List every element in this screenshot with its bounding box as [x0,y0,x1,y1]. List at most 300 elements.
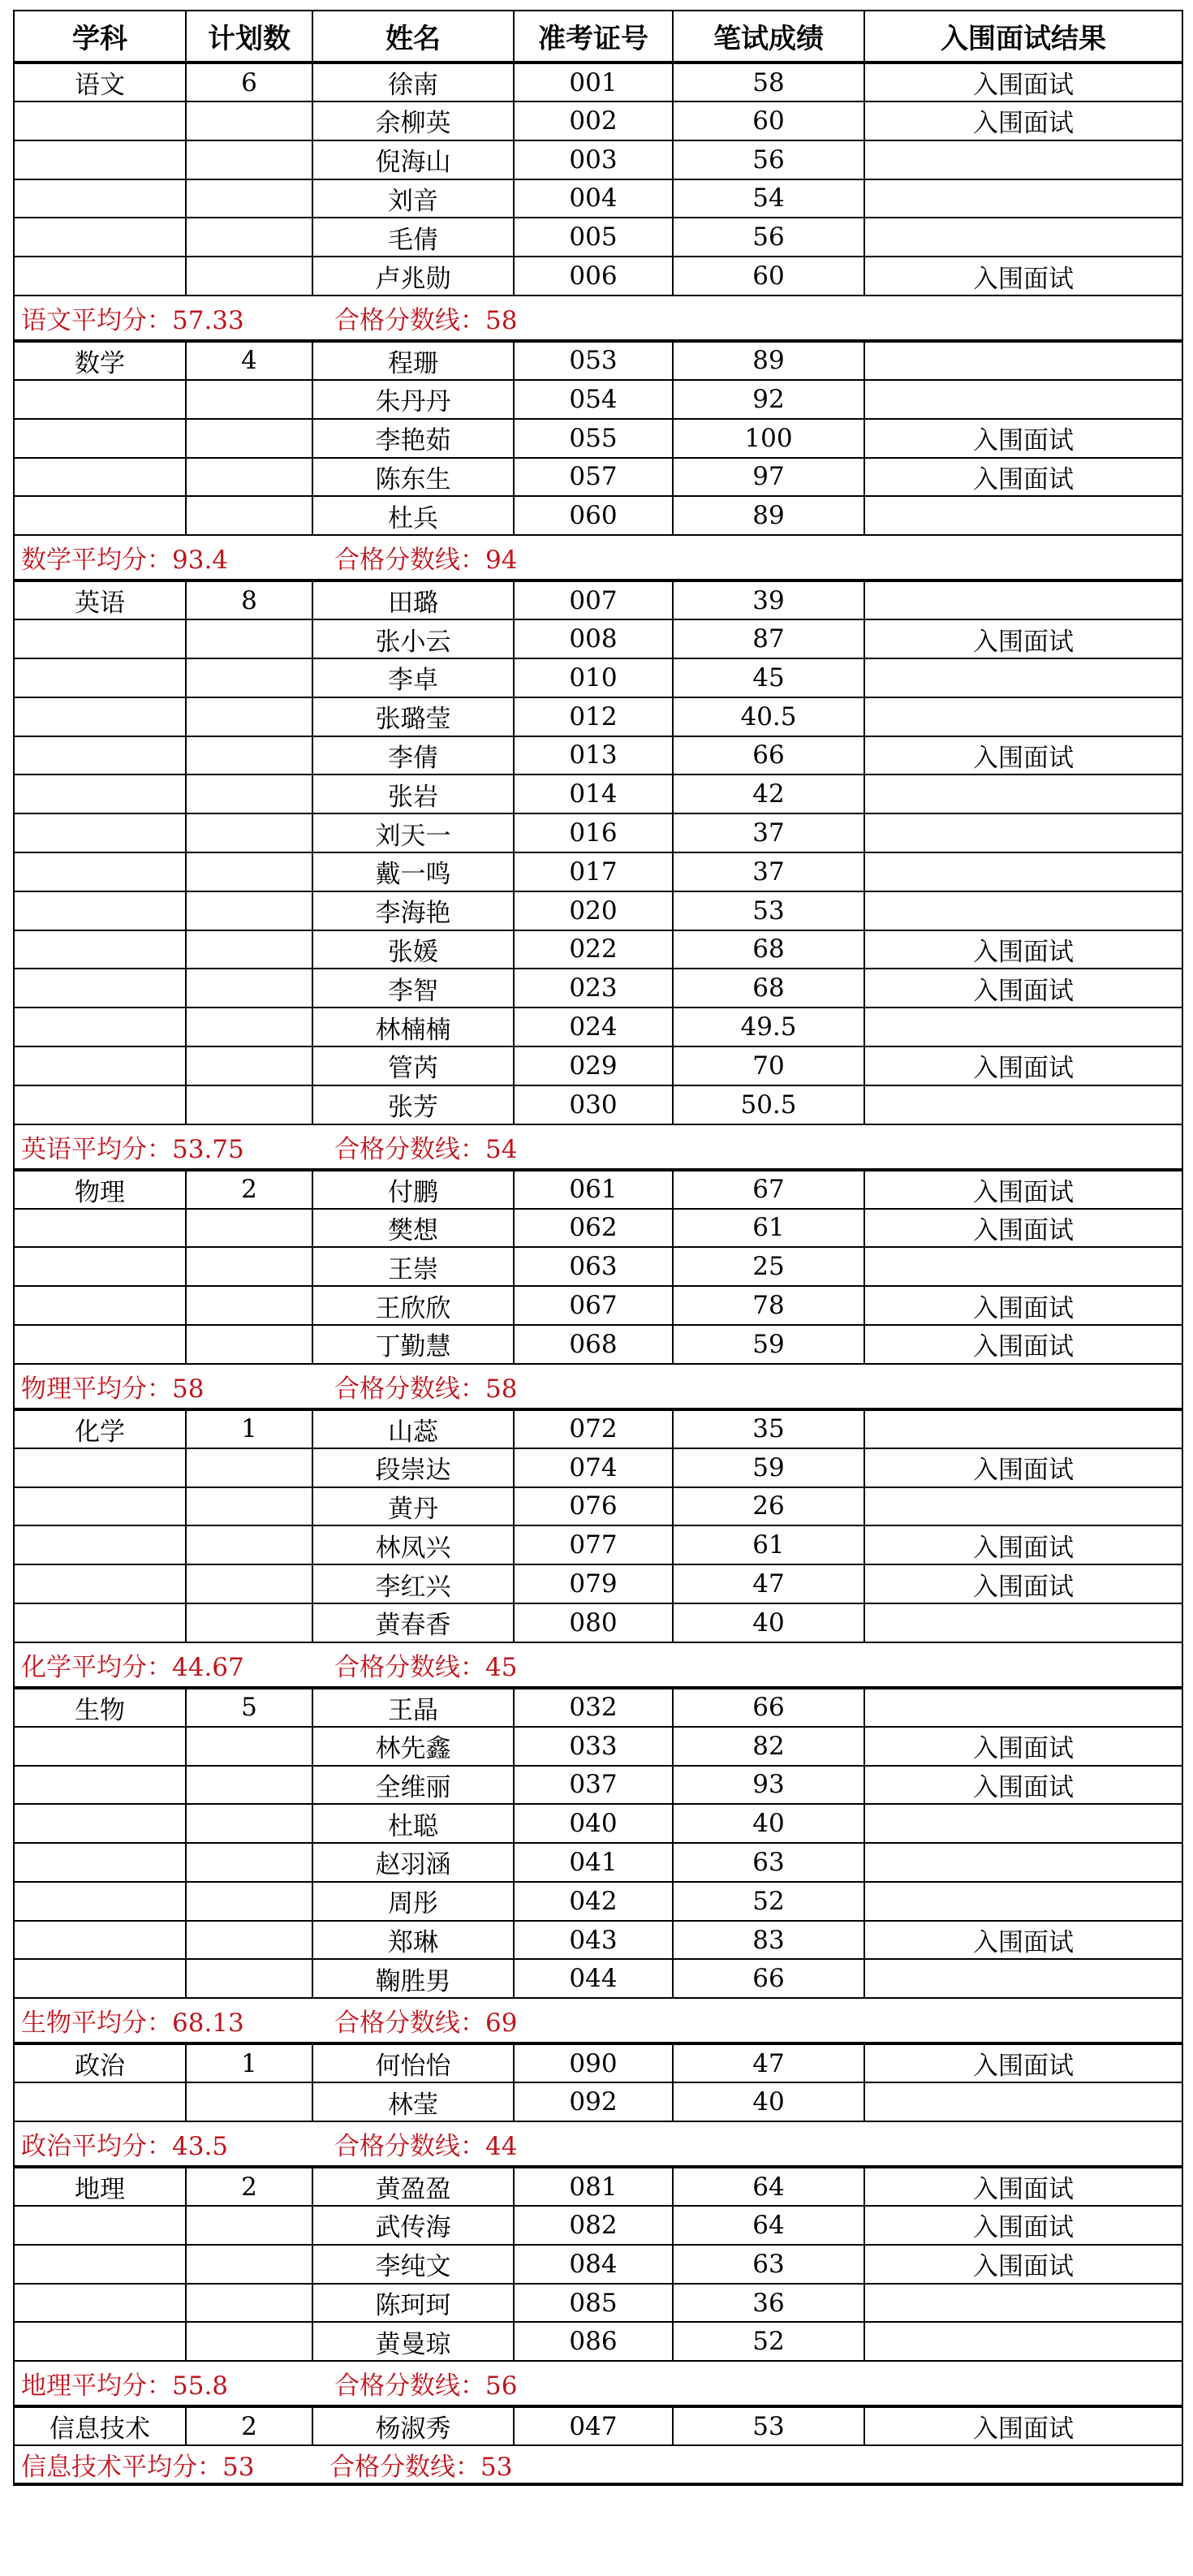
result-cell [864,1085,1182,1124]
table-row [14,1170,1182,1209]
name-cell: 杜聪 [312,1804,514,1843]
table-row [14,1209,1182,1248]
subject-cell [14,775,186,813]
name-cell: 林先鑫 [312,1727,514,1766]
subject-cell [14,813,186,852]
subject-cell [14,140,186,179]
subject-cell [14,1209,186,1248]
result-cell [864,218,1182,257]
table-row [14,1766,1182,1805]
score-cell: 67 [673,1170,864,1209]
subject-cell [14,1525,186,1564]
exam-id-cell: 082 [514,2206,673,2245]
score-cell: 53 [673,2406,864,2445]
subject-cell [14,852,186,891]
score-sheet [13,10,1182,2486]
table-row [14,1727,1182,1766]
subject-cell [14,1085,186,1124]
name-cell: 何怡怡 [312,2043,514,2082]
exam-id-cell: 006 [514,257,673,296]
subject-cell [14,257,186,296]
name-cell: 卢兆勋 [312,257,514,296]
plan-count-cell [186,2322,312,2361]
subject-cell [14,458,186,497]
average-score-text: 生物平均分：68.13 [21,2009,244,2039]
exam-id-cell: 053 [514,341,673,380]
name-cell: 刘音 [312,179,514,218]
plan-count-cell [186,1564,312,1603]
name-cell: 戴一鸣 [312,852,514,891]
subject-summary [14,2361,1182,2406]
subject-cell [14,1804,186,1843]
table-row [14,619,1182,658]
exam-id-cell: 079 [514,1564,673,1603]
score-cell: 89 [673,496,864,535]
table-row [14,179,1182,218]
table-row [14,969,1182,1008]
score-cell: 40.5 [673,697,864,736]
name-cell: 黄曼琼 [312,2322,514,2361]
result-cell: 入围面试 [864,1727,1182,1766]
score-cell: 61 [673,1525,864,1564]
name-cell: 李艳茹 [312,419,514,458]
subject-cell: 英语 [14,580,186,619]
plan-count-cell [186,1766,312,1805]
score-cell: 59 [673,1448,864,1487]
summary-row [14,2445,1182,2484]
exam-id-cell: 090 [514,2043,673,2082]
name-cell: 丁勤慧 [312,1325,514,1364]
name-cell: 陈珂珂 [312,2284,514,2323]
name-cell: 王晶 [312,1688,514,1727]
table-row [14,140,1182,179]
table-row [14,1247,1182,1286]
exam-id-cell: 060 [514,496,673,535]
table-row [14,697,1182,736]
result-cell: 入围面试 [864,1564,1182,1603]
subject-cell [14,419,186,458]
average-score-text: 信息技术平均分：53 [21,2453,255,2483]
plan-count-cell [186,1843,312,1882]
plan-count-cell [186,813,312,852]
subject-cell [14,380,186,419]
exam-id-cell: 055 [514,419,673,458]
header-subject: 学科 [14,11,186,63]
exam-id-cell: 013 [514,736,673,775]
plan-count-cell [186,1448,312,1487]
table-row [14,2043,1182,2082]
name-cell: 李智 [312,969,514,1008]
result-cell: 入围面试 [864,969,1182,1008]
table-row [14,257,1182,296]
subject-summary [14,2445,1182,2484]
table-row [14,2245,1182,2284]
table-row [14,1008,1182,1046]
table-row [14,775,1182,813]
table-row [14,380,1182,419]
subject-cell [14,1603,186,1642]
subject-cell [14,1008,186,1046]
plan-count-cell [186,218,312,257]
subject-summary [14,1124,1182,1170]
result-cell: 入围面试 [864,63,1182,101]
subject-cell [14,2082,186,2121]
result-cell [864,580,1182,619]
subject-cell [14,1247,186,1286]
exam-id-cell: 037 [514,1766,673,1805]
pass-line-text: 合格分数线：56 [334,2371,518,2401]
table-row [14,1882,1182,1921]
score-cell: 50.5 [673,1085,864,1124]
plan-count-cell [186,2206,312,2245]
result-cell [864,813,1182,852]
subject-cell: 生物 [14,1688,186,1727]
name-cell: 杜兵 [312,496,514,535]
score-cell: 70 [673,1046,864,1085]
score-cell: 78 [673,1286,864,1325]
name-cell: 林凤兴 [312,1525,514,1564]
score-cell: 56 [673,218,864,257]
score-cell: 89 [673,341,864,380]
plan-count-cell [186,2082,312,2121]
subject-cell [14,179,186,218]
exam-id-cell: 041 [514,1843,673,1882]
result-cell: 入围面试 [864,458,1182,497]
name-cell: 全维丽 [312,1766,514,1805]
table-row [14,1564,1182,1603]
result-cell: 入围面试 [864,1448,1182,1487]
score-cell: 56 [673,140,864,179]
result-cell: 入围面试 [864,1170,1182,1209]
exam-id-cell: 022 [514,930,673,969]
plan-count-cell [186,1487,312,1526]
table-row [14,2082,1182,2121]
header-row [14,11,1182,63]
result-cell: 入围面试 [864,2245,1182,2284]
table-row [14,2322,1182,2361]
plan-count-cell [186,736,312,775]
plan-count-cell: 2 [186,1170,312,1209]
table-row [14,1286,1182,1325]
score-cell: 40 [673,1603,864,1642]
result-cell [864,891,1182,930]
result-cell [864,658,1182,697]
result-cell [864,179,1182,218]
exam-id-cell: 007 [514,580,673,619]
pass-line-text: 合格分数线：45 [334,1652,518,1682]
name-cell: 黄盈盈 [312,2167,514,2206]
table-row [14,852,1182,891]
score-cell: 68 [673,969,864,1008]
result-cell [864,2082,1182,2121]
score-cell: 64 [673,2167,864,2206]
average-score-text: 化学平均分：44.67 [21,1652,244,1682]
subject-cell [14,1959,186,1998]
pass-line-text: 合格分数线：54 [334,1134,518,1164]
score-cell: 26 [673,1487,864,1526]
name-cell: 张芳 [312,1085,514,1124]
exam-id-cell: 033 [514,1727,673,1766]
score-cell: 53 [673,891,864,930]
name-cell: 田璐 [312,580,514,619]
name-cell: 毛倩 [312,218,514,257]
score-cell: 49.5 [673,1008,864,1046]
table-row [14,2167,1182,2206]
plan-count-cell [186,1921,312,1960]
exam-id-cell: 040 [514,1804,673,1843]
subject-cell: 政治 [14,2043,186,2082]
plan-count-cell [186,380,312,419]
result-cell: 入围面试 [864,1525,1182,1564]
plan-count-cell [186,140,312,179]
exam-id-cell: 074 [514,1448,673,1487]
subject-cell [14,218,186,257]
plan-count-cell [186,1046,312,1085]
score-cell: 61 [673,1209,864,1248]
name-cell: 管芮 [312,1046,514,1085]
name-cell: 刘天一 [312,813,514,852]
result-cell [864,496,1182,535]
plan-count-cell [186,1959,312,1998]
score-cell: 45 [673,658,864,697]
result-cell [864,697,1182,736]
result-cell: 入围面试 [864,2043,1182,2082]
score-cell: 66 [673,736,864,775]
plan-count-cell [186,1209,312,1248]
subject-cell [14,2322,186,2361]
plan-count-cell [186,1727,312,1766]
table-row [14,580,1182,619]
name-cell: 李红兴 [312,1564,514,1603]
plan-count-cell [186,1085,312,1124]
plan-count-cell [186,1008,312,1046]
header-score: 笔试成绩 [673,11,864,63]
plan-count-cell [186,257,312,296]
table-row [14,2406,1182,2445]
table-row [14,496,1182,535]
name-cell: 黄春香 [312,1603,514,1642]
name-cell: 李倩 [312,736,514,775]
pass-line-text: 合格分数线：94 [334,546,518,576]
pass-line-text: 合格分数线：58 [334,305,518,335]
subject-cell [14,1727,186,1766]
result-cell [864,852,1182,891]
name-cell: 徐南 [312,63,514,101]
exam-id-cell: 032 [514,1688,673,1727]
subject-summary [14,296,1182,341]
plan-count-cell [186,1804,312,1843]
result-cell [864,2284,1182,2323]
table-row [14,1487,1182,1526]
plan-count-cell [186,1286,312,1325]
subject-cell [14,2284,186,2323]
table-row [14,736,1182,775]
result-cell: 入围面试 [864,2406,1182,2445]
average-score-text: 物理平均分：58 [21,1374,205,1404]
subject-cell [14,1325,186,1364]
average-score-text: 政治平均分：43.5 [21,2132,229,2162]
name-cell: 张岩 [312,775,514,813]
score-cell: 39 [673,580,864,619]
table-row [14,1525,1182,1564]
plan-count-cell [186,775,312,813]
result-cell [864,1843,1182,1882]
table-row [14,341,1182,380]
name-cell: 杨淑秀 [312,2406,514,2445]
exam-id-cell: 029 [514,1046,673,1085]
exam-id-cell: 030 [514,1085,673,1124]
table-row [14,891,1182,930]
score-cell: 68 [673,930,864,969]
result-cell [864,1804,1182,1843]
result-cell: 入围面试 [864,1766,1182,1805]
pass-line-text: 合格分数线：69 [334,2009,518,2039]
name-cell: 倪海山 [312,140,514,179]
exam-id-cell: 004 [514,179,673,218]
exam-id-cell: 067 [514,1286,673,1325]
plan-count-cell [186,1325,312,1364]
subject-summary [14,1642,1182,1688]
score-cell: 64 [673,2206,864,2245]
name-cell: 李卓 [312,658,514,697]
name-cell: 段崇达 [312,1448,514,1487]
subject-cell [14,1286,186,1325]
subject-cell: 化学 [14,1409,186,1448]
average-score-text: 数学平均分：93.4 [21,546,229,576]
average-score-text: 地理平均分：55.8 [21,2371,229,2401]
table-row [14,1448,1182,1487]
plan-count-cell: 2 [186,2167,312,2206]
score-cell: 82 [673,1727,864,1766]
plan-count-cell: 5 [186,1688,312,1727]
subject-cell: 信息技术 [14,2406,186,2445]
subject-cell [14,658,186,697]
exam-id-cell: 062 [514,1209,673,1248]
score-cell: 60 [673,101,864,140]
score-cell: 54 [673,179,864,218]
score-cell: 25 [673,1247,864,1286]
plan-count-cell [186,2245,312,2284]
table-row [14,101,1182,140]
result-cell: 入围面试 [864,2167,1182,2206]
header-result: 入围面试结果 [864,11,1182,63]
result-cell: 入围面试 [864,1286,1182,1325]
exam-id-cell: 042 [514,1882,673,1921]
score-cell: 97 [673,458,864,497]
table-row [14,1409,1182,1448]
summary-row [14,1364,1182,1409]
subject-cell: 语文 [14,63,186,101]
result-cell [864,1688,1182,1727]
exam-id-cell: 047 [514,2406,673,2445]
plan-count-cell [186,852,312,891]
plan-count-cell [186,1247,312,1286]
table-row [14,1046,1182,1085]
plan-count-cell [186,496,312,535]
result-cell [864,1882,1182,1921]
subject-cell [14,1487,186,1526]
plan-count-cell [186,930,312,969]
score-cell: 93 [673,1766,864,1805]
exam-id-cell: 002 [514,101,673,140]
plan-count-cell: 1 [186,1409,312,1448]
exam-id-cell: 057 [514,458,673,497]
name-cell: 周彤 [312,1882,514,1921]
plan-count-cell [186,658,312,697]
plan-count-cell: 8 [186,580,312,619]
plan-count-cell [186,458,312,497]
score-cell: 36 [673,2284,864,2323]
plan-count-cell [186,1525,312,1564]
table-row [14,658,1182,697]
subject-cell [14,2206,186,2245]
result-cell [864,1247,1182,1286]
result-cell: 入围面试 [864,736,1182,775]
exam-id-cell: 085 [514,2284,673,2323]
table-row [14,1085,1182,1124]
plan-count-cell: 1 [186,2043,312,2082]
summary-row [14,2121,1182,2167]
result-cell: 入围面试 [864,419,1182,458]
name-cell: 赵羽涵 [312,1843,514,1882]
subject-cell: 物理 [14,1170,186,1209]
table-row [14,1325,1182,1364]
subject-cell [14,2245,186,2284]
result-cell: 入围面试 [864,1921,1182,1960]
score-cell: 37 [673,813,864,852]
subject-summary [14,1364,1182,1409]
result-cell: 入围面试 [864,2206,1182,2245]
score-cell: 40 [673,1804,864,1843]
table-row [14,930,1182,969]
pass-line-text: 合格分数线：44 [334,2132,518,2162]
subject-cell [14,1843,186,1882]
table-row [14,1959,1182,1998]
name-cell: 李纯文 [312,2245,514,2284]
result-cell [864,1603,1182,1642]
table-row [14,218,1182,257]
pass-line-text: 合格分数线：58 [334,1374,518,1404]
score-cell: 83 [673,1921,864,1960]
table-row [14,458,1182,497]
result-cell [864,2322,1182,2361]
plan-count-cell [186,101,312,140]
exam-id-cell: 068 [514,1325,673,1364]
table-row [14,813,1182,852]
name-cell: 武传海 [312,2206,514,2245]
score-cell: 47 [673,1564,864,1603]
name-cell: 樊想 [312,1209,514,1248]
score-cell: 37 [673,852,864,891]
summary-row [14,2361,1182,2406]
exam-id-cell: 001 [514,63,673,101]
summary-row [14,296,1182,341]
exam-id-cell: 005 [514,218,673,257]
name-cell: 张小云 [312,619,514,658]
plan-count-cell [186,1603,312,1642]
name-cell: 陈东生 [312,458,514,497]
name-cell: 王崇 [312,1247,514,1286]
name-cell: 林楠楠 [312,1008,514,1046]
result-cell: 入围面试 [864,1325,1182,1364]
subject-cell [14,496,186,535]
exam-id-cell: 012 [514,697,673,736]
average-score-text: 英语平均分：53.75 [21,1134,244,1164]
summary-row [14,1124,1182,1170]
score-cell: 66 [673,1688,864,1727]
plan-count-cell [186,179,312,218]
table-row [14,1688,1182,1727]
